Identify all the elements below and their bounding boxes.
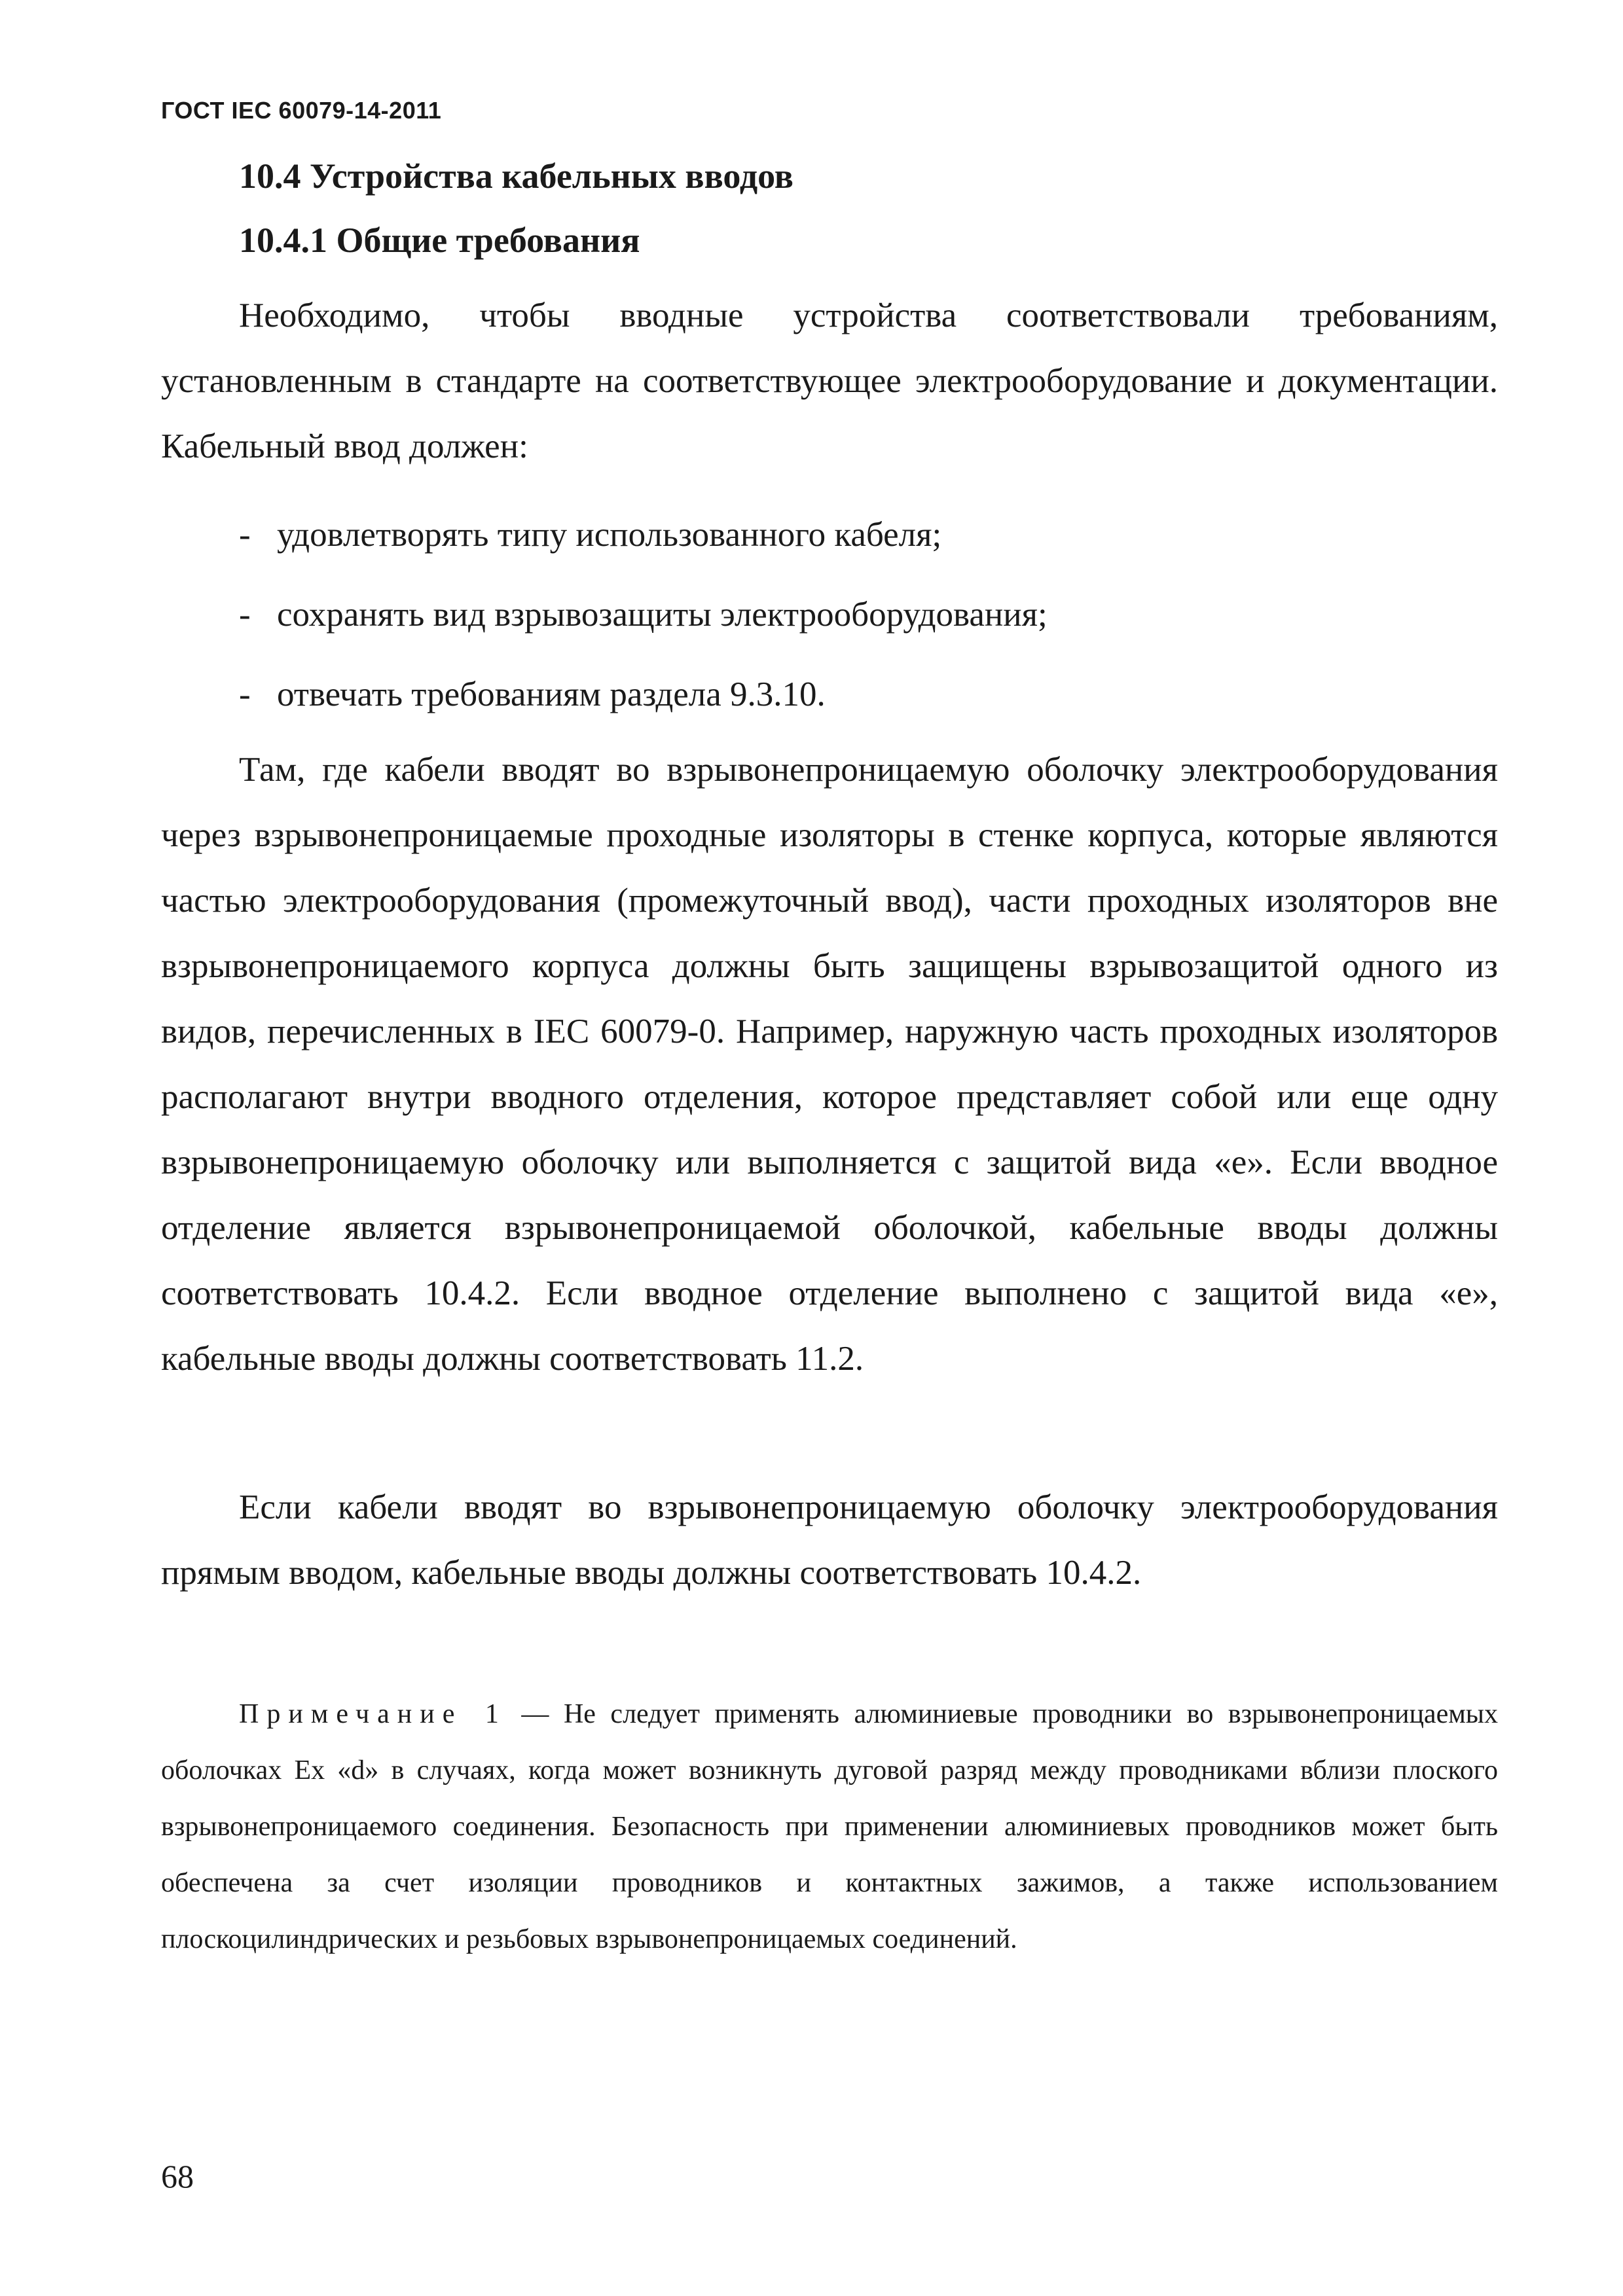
list-item	[239, 495, 1048, 575]
list-item-text: удовлетворять типу использованного кабеля;	[277, 516, 942, 554]
requirements-list	[239, 495, 1048, 734]
page-number: 68	[161, 2158, 194, 2195]
indirect-entry-paragraph: Там, где кабели вводят во взрывонепроницаемую оболочку электрооборудования через взрывонепроницаемые проходные изоляторы в стенке корпуса, которые являются частью электрооборудования (промежуточный ввод), части проходных изоляторов вне взрывонепроницаемого корпуса должны быть защищены взрывозащитой одного из видов, перечисленных в IEC 60079-0. Например, наружную часть проходных изоляторов располагают внутри вводного отделения, которое представляет собой или еще одну взрывонепроницаемую оболочку или выполняется с защитой вида «е». Если вводное отделение является взрывонепроницаемой оболочкой, кабельные вводы должны соответствовать 10.4.2. Если вводное отделение выполнено с защитой вида «е», кабельные вводы должны соответствовать 11.2.	[161, 751, 1498, 1378]
list-item-text: сохранять вид взрывозащиты электрооборудования;	[277, 596, 1048, 634]
note-text: Не следует применять алюминиевые проводники во взрывонепроницаемых оболочках Ex «d» в случаях, когда может возникнуть дуговой разряд между проводниками вблизи плоского взрывонепроницаемого соединения. Безопасность при применении алюминиевых проводников может быть обеспечена за счет изоляции проводников и контактных зажимов, а также использованием плоскоцилиндрических и резьбовых взрывонепроницаемых соединений.	[161, 1699, 1499, 1954]
intro-paragraph: Необходимо, чтобы вводные устройства соответствовали требованиям, установленным в стандарте на соответствующее электрооборудование и документации. Кабельный ввод должен:	[161, 296, 1498, 465]
list-marker: -	[239, 675, 251, 713]
list-item	[239, 655, 1048, 734]
list-marker: -	[239, 596, 251, 634]
document-code: ГОСТ IEC 60079-14-2011	[161, 97, 442, 124]
list-item-text: отвечать требованиям раздела 9.3.10.	[277, 675, 826, 713]
note-block	[161, 1686, 1498, 1967]
list-marker: -	[239, 516, 251, 554]
note-label: Примечание 1	[239, 1699, 507, 1729]
section-heading: 10.4 Устройства кабельных вводов	[239, 156, 793, 196]
subsection-heading: 10.4.1 Общие требования	[239, 221, 640, 260]
note-dash: —	[521, 1699, 549, 1729]
direct-entry-paragraph: Если кабели вводят во взрывонепроницаемую оболочку электрооборудования прямым вводом, кабельные вводы должны соответствовать 10.4.2.	[161, 1488, 1498, 1592]
list-item	[239, 575, 1048, 655]
